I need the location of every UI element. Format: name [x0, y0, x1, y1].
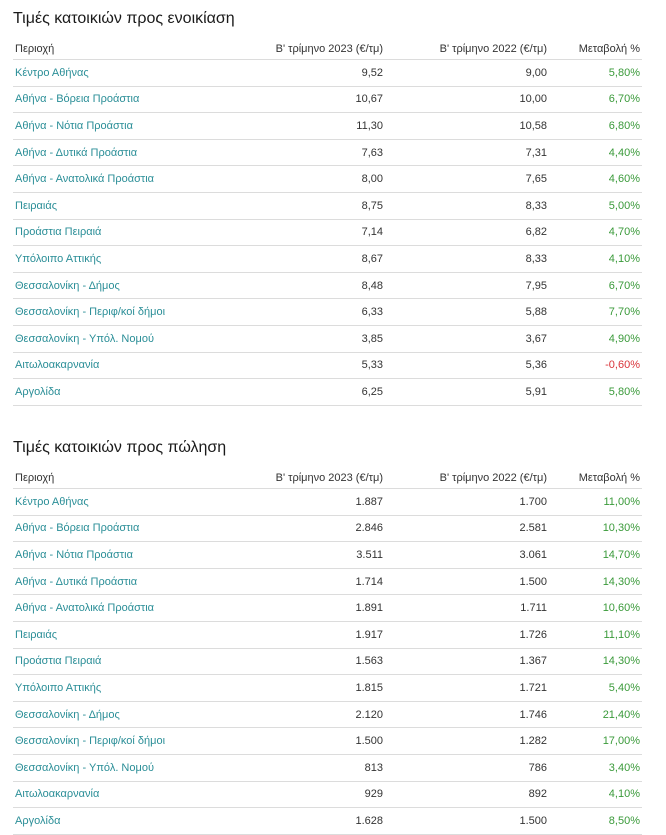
sale-prices-section [13, 429, 642, 835]
table-row [13, 568, 642, 595]
price-2022-cell: 7,95 [385, 272, 549, 299]
price-2022-cell: 1.282 [385, 728, 549, 755]
price-2022-cell: 5,91 [385, 379, 549, 406]
change-percent-cell: 4,60% [549, 166, 642, 193]
price-2023-cell: 1.891 [213, 595, 385, 622]
region-link[interactable]: Αθήνα - Βόρεια Προάστια [13, 515, 213, 542]
region-link[interactable]: Κέντρο Αθήνας [13, 60, 213, 87]
price-2022-cell: 8,33 [385, 192, 549, 219]
rent-table-body [13, 60, 642, 406]
price-2022-cell: 2.581 [385, 515, 549, 542]
region-link[interactable]: Αργολίδα [13, 379, 213, 406]
rent-prices-section [13, 0, 642, 406]
price-2022-cell: 10,58 [385, 113, 549, 140]
price-2022-cell: 1.700 [385, 489, 549, 516]
price-2023-cell: 5,33 [213, 352, 385, 379]
region-link[interactable]: Αθήνα - Δυτικά Προάστια [13, 568, 213, 595]
price-2022-cell: 9,00 [385, 60, 549, 87]
table-row [13, 648, 642, 675]
price-2022-cell: 786 [385, 754, 549, 781]
price-2023-cell: 8,67 [213, 246, 385, 273]
table-row [13, 139, 642, 166]
change-percent-cell: 10,60% [549, 595, 642, 622]
region-link[interactable]: Αθήνα - Νότια Προάστια [13, 542, 213, 569]
price-2023-cell: 1.500 [213, 728, 385, 755]
price-2023-cell: 2.120 [213, 701, 385, 728]
region-link[interactable]: Αιτωλοακαρνανία [13, 781, 213, 808]
table-row [13, 246, 642, 273]
region-link[interactable]: Θεσσαλονίκη - Δήμος [13, 701, 213, 728]
price-2023-cell: 1.563 [213, 648, 385, 675]
region-link[interactable]: Αργολίδα [13, 808, 213, 835]
column-header-q2022: Β' τρίμηνο 2022 (€/τμ) [385, 38, 549, 60]
sale-section-title: Τιμές κατοικιών προς πώληση [13, 439, 227, 456]
change-percent-cell: 6,80% [549, 113, 642, 140]
table-row [13, 352, 642, 379]
price-2023-cell: 1.714 [213, 568, 385, 595]
price-2023-cell: 1.815 [213, 675, 385, 702]
column-header-q2023: Β' τρίμηνο 2023 (€/τμ) [213, 38, 385, 60]
table-row [13, 219, 642, 246]
region-link[interactable]: Αθήνα - Ανατολικά Προάστια [13, 166, 213, 193]
price-2023-cell: 11,30 [213, 113, 385, 140]
change-percent-cell: 3,40% [549, 754, 642, 781]
price-2022-cell: 8,33 [385, 246, 549, 273]
table-header-row [13, 467, 642, 489]
change-percent-cell: 4,70% [549, 219, 642, 246]
sale-table-body [13, 489, 642, 835]
region-link[interactable]: Θεσσαλονίκη - Υπόλ. Νομού [13, 325, 213, 352]
price-2023-cell: 8,48 [213, 272, 385, 299]
region-link[interactable]: Αθήνα - Δυτικά Προάστια [13, 139, 213, 166]
change-percent-cell: 14,30% [549, 648, 642, 675]
region-link[interactable]: Αιτωλοακαρνανία [13, 352, 213, 379]
table-row [13, 272, 642, 299]
table-row [13, 621, 642, 648]
region-link[interactable]: Θεσσαλονίκη - Περιφ/κοί δήμοι [13, 728, 213, 755]
price-2022-cell: 1.500 [385, 808, 549, 835]
table-row [13, 489, 642, 516]
price-2022-cell: 1.726 [385, 621, 549, 648]
price-2022-cell: 892 [385, 781, 549, 808]
region-link[interactable]: Αθήνα - Βόρεια Προάστια [13, 86, 213, 113]
price-2022-cell: 1.500 [385, 568, 549, 595]
column-header-region: Περιοχή [13, 467, 213, 489]
change-percent-cell: 4,10% [549, 781, 642, 808]
table-row [13, 595, 642, 622]
region-link[interactable]: Αθήνα - Ανατολικά Προάστια [13, 595, 213, 622]
price-2023-cell: 7,63 [213, 139, 385, 166]
price-2022-cell: 3.061 [385, 542, 549, 569]
change-percent-cell: 17,00% [549, 728, 642, 755]
price-2023-cell: 6,33 [213, 299, 385, 326]
change-percent-cell: 11,10% [549, 621, 642, 648]
change-percent-cell: 21,40% [549, 701, 642, 728]
price-2022-cell: 1.746 [385, 701, 549, 728]
change-percent-cell: 10,30% [549, 515, 642, 542]
table-row [13, 808, 642, 835]
change-percent-cell: 4,90% [549, 325, 642, 352]
table-row [13, 86, 642, 113]
table-row [13, 113, 642, 140]
region-link[interactable]: Υπόλοιπο Αττικής [13, 675, 213, 702]
rent-section-title: Τιμές κατοικιών προς ενοικίαση [13, 10, 235, 27]
price-2023-cell: 1.917 [213, 621, 385, 648]
price-2022-cell: 1.721 [385, 675, 549, 702]
table-row [13, 379, 642, 406]
change-percent-cell: 5,40% [549, 675, 642, 702]
price-2023-cell: 3,85 [213, 325, 385, 352]
change-percent-cell: 5,80% [549, 379, 642, 406]
table-row [13, 166, 642, 193]
price-2022-cell: 5,36 [385, 352, 549, 379]
region-link[interactable]: Προάστια Πειραιά [13, 648, 213, 675]
table-row [13, 542, 642, 569]
price-2022-cell: 7,65 [385, 166, 549, 193]
price-2022-cell: 1.711 [385, 595, 549, 622]
price-2023-cell: 929 [213, 781, 385, 808]
column-header-region: Περιοχή [13, 38, 213, 60]
rent-prices-table [13, 38, 642, 406]
table-row [13, 675, 642, 702]
region-link[interactable]: Προάστια Πειραιά [13, 219, 213, 246]
table-row [13, 299, 642, 326]
change-percent-cell: 6,70% [549, 86, 642, 113]
price-2023-cell: 7,14 [213, 219, 385, 246]
change-percent-cell: 6,70% [549, 272, 642, 299]
table-row [13, 728, 642, 755]
change-percent-cell: 7,70% [549, 299, 642, 326]
sale-prices-table [13, 467, 642, 835]
price-2023-cell: 6,25 [213, 379, 385, 406]
price-2023-cell: 3.511 [213, 542, 385, 569]
table-row [13, 515, 642, 542]
price-2023-cell: 9,52 [213, 60, 385, 87]
change-percent-cell: 5,00% [549, 192, 642, 219]
table-row [13, 325, 642, 352]
change-percent-cell: -0,60% [549, 352, 642, 379]
region-link[interactable]: Θεσσαλονίκη - Δήμος [13, 272, 213, 299]
column-header-change: Μεταβολή % [549, 467, 642, 489]
change-percent-cell: 4,40% [549, 139, 642, 166]
change-percent-cell: 14,30% [549, 568, 642, 595]
price-2023-cell: 8,00 [213, 166, 385, 193]
price-2022-cell: 5,88 [385, 299, 549, 326]
region-link[interactable]: Αθήνα - Νότια Προάστια [13, 113, 213, 140]
table-row [13, 192, 642, 219]
price-2023-cell: 10,67 [213, 86, 385, 113]
column-header-change: Μεταβολή % [549, 38, 642, 60]
table-row [13, 701, 642, 728]
column-header-q2023: Β' τρίμηνο 2023 (€/τμ) [213, 467, 385, 489]
price-2023-cell: 813 [213, 754, 385, 781]
region-link[interactable]: Θεσσαλονίκη - Περιφ/κοί δήμοι [13, 299, 213, 326]
column-header-q2022: Β' τρίμηνο 2022 (€/τμ) [385, 467, 549, 489]
price-2023-cell: 1.628 [213, 808, 385, 835]
price-2022-cell: 1.367 [385, 648, 549, 675]
change-percent-cell: 11,00% [549, 489, 642, 516]
table-row [13, 754, 642, 781]
region-link[interactable]: Υπόλοιπο Αττικής [13, 246, 213, 273]
price-2022-cell: 7,31 [385, 139, 549, 166]
price-2023-cell: 8,75 [213, 192, 385, 219]
change-percent-cell: 14,70% [549, 542, 642, 569]
region-link[interactable]: Πειραιάς [13, 621, 213, 648]
change-percent-cell: 4,10% [549, 246, 642, 273]
price-2022-cell: 6,82 [385, 219, 549, 246]
region-link[interactable]: Κέντρο Αθήνας [13, 489, 213, 516]
table-header-row [13, 38, 642, 60]
table-row [13, 60, 642, 87]
region-link[interactable]: Πειραιάς [13, 192, 213, 219]
price-2022-cell: 3,67 [385, 325, 549, 352]
change-percent-cell: 8,50% [549, 808, 642, 835]
change-percent-cell: 5,80% [549, 60, 642, 87]
price-2023-cell: 2.846 [213, 515, 385, 542]
price-2023-cell: 1.887 [213, 489, 385, 516]
price-2022-cell: 10,00 [385, 86, 549, 113]
table-row [13, 781, 642, 808]
region-link[interactable]: Θεσσαλονίκη - Υπόλ. Νομού [13, 754, 213, 781]
